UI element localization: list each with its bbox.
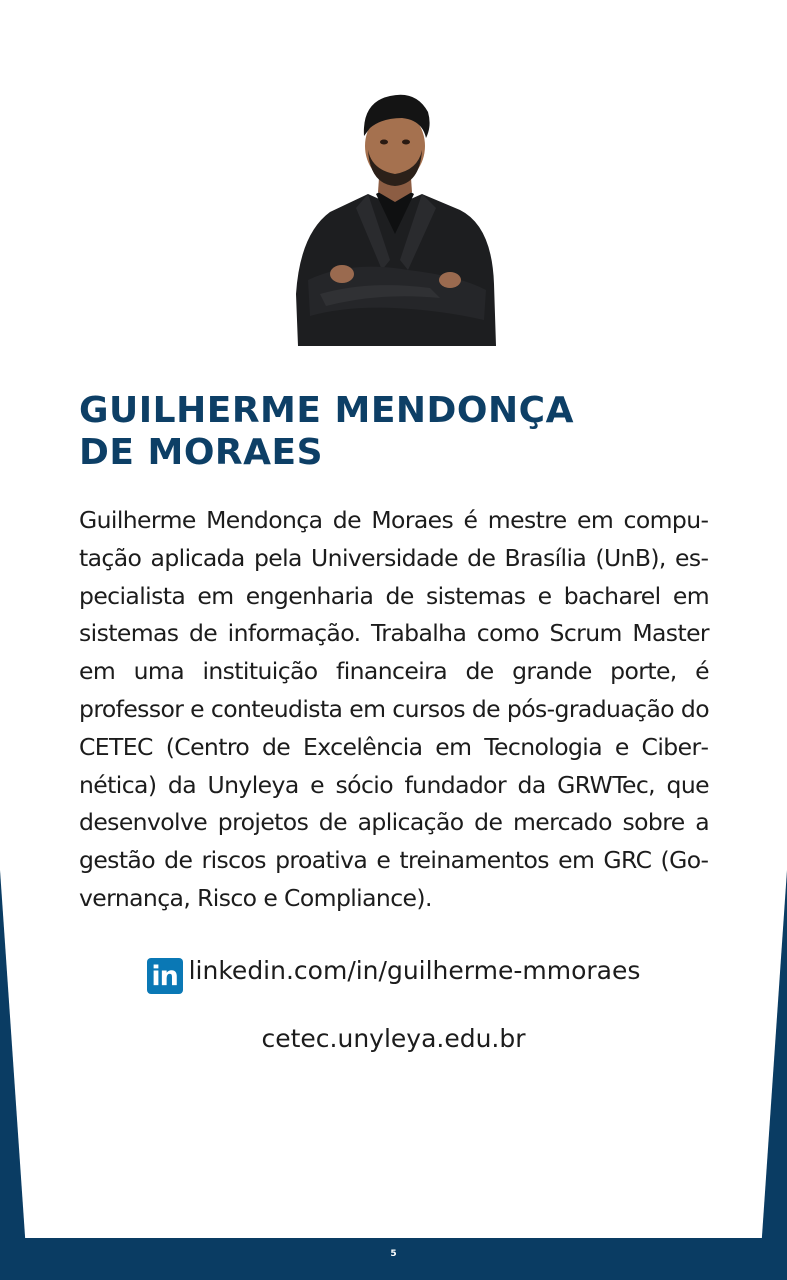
page-number: 5	[390, 1249, 397, 1259]
website-url[interactable]: cetec.unyleya.edu.br	[261, 1024, 526, 1053]
linkedin-contact	[0, 951, 787, 994]
linkedin-icon: in	[147, 958, 183, 994]
linkedin-url[interactable]: linkedin.com/in/guilherme-mmoraes	[188, 956, 641, 985]
author-name-line1: GUILHERME MENDONÇA	[79, 390, 574, 431]
frame-right-wedge	[759, 870, 787, 1280]
author-name-line2: DE MORAES	[79, 432, 324, 473]
author-bio: Guilherme Mendonça de Moraes é mestre em computação aplicada pela Universidade de Brasília (UnB), especialista em engenharia de sistemas e bacharel em sistemas de informação. Trabalha como Scrum Master em uma instituição financeira de grande porte, é professor e conteudista em cursos de pós-graduação do CETEC (Centro de Excelência em Tecnologia e Cibernética) da Unyleya e sócio fundador da GRWTec, que desenvolve projetos de aplicação de mercado sobre a gestão de riscos proativa e treinamentos em GRC (Governança, Risco e Compliance).	[79, 506, 709, 912]
frame-left-wedge	[0, 870, 28, 1280]
author-name-heading	[79, 390, 719, 474]
author-photo	[290, 84, 500, 346]
